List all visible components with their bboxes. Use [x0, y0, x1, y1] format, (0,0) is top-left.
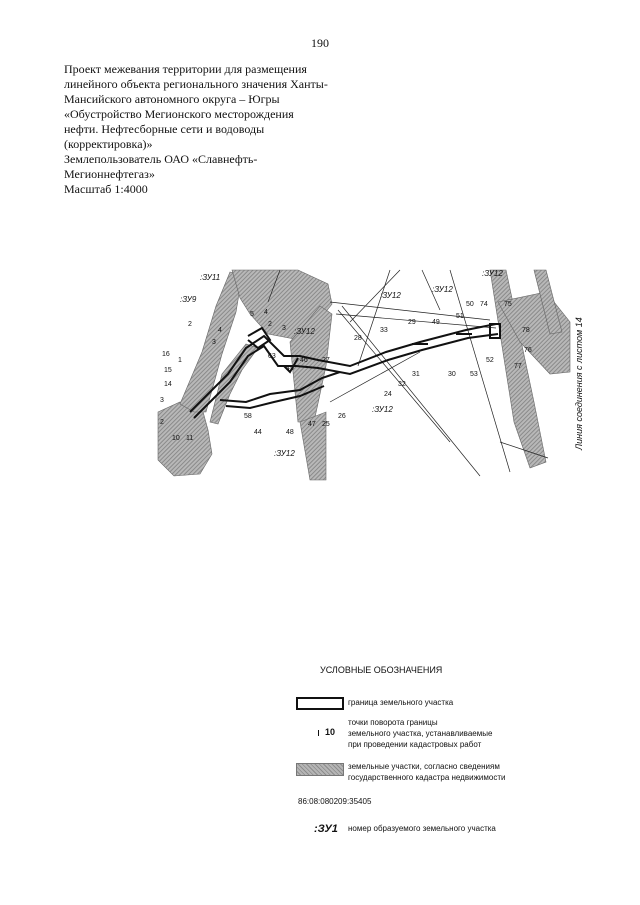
point-symbol — [318, 727, 335, 737]
point-label: 28 — [354, 335, 362, 342]
point-label: 11 — [186, 435, 194, 442]
parcel-text-line: государственного кадастра недвижимости — [348, 773, 506, 782]
point-label: 1 — [178, 357, 182, 364]
point-label: 15 — [164, 367, 172, 374]
point-label: 29 — [408, 319, 416, 326]
title-line: линейного объекта регионального значения Ханты- — [64, 77, 328, 91]
parcel-symbol — [296, 763, 344, 776]
zu-text: номер образуемого земельного участка — [348, 824, 496, 833]
point-label: 50 — [466, 301, 474, 308]
parcel-label: :ЗУ11 — [200, 273, 221, 282]
parcel-label: :ЗУ12 — [432, 285, 453, 294]
title-line: Землепользователь ОАО «Славнефть- — [64, 152, 258, 166]
point-label: 24 — [384, 391, 392, 398]
parcel-label: :ЗУ9 — [180, 295, 197, 304]
point-text-line: точки поворота границы — [348, 718, 438, 727]
parcel-label: :ЗУ12 — [274, 449, 295, 458]
parcel-label: :ЗУ12 — [294, 327, 315, 336]
title-line: Мегионнефтегаз» — [64, 167, 155, 181]
point-label: 25 — [322, 421, 330, 428]
point-label: 74 — [480, 301, 488, 308]
point-label: 2 — [160, 419, 164, 426]
parcel-label: :ЗУ12 — [380, 291, 401, 300]
parcel-label: :ЗУ12 — [482, 269, 503, 278]
title-line: «Обустройство Мегионского месторождения — [64, 107, 294, 121]
point-label: 3 — [282, 325, 286, 332]
point-label: 63 — [268, 353, 276, 360]
parcel-label: :ЗУ12 — [372, 405, 393, 414]
point-label: 45 — [286, 365, 294, 372]
point-label: 3 — [160, 397, 164, 404]
point-label: 48 — [286, 429, 294, 436]
point-label: 78 — [522, 327, 530, 334]
point-label: 31 — [412, 371, 420, 378]
title-line: Проект межевания территории для размещения — [64, 62, 307, 76]
title-line: (корректировка)» — [64, 137, 153, 151]
cadastral-number: 86:08:080209:35405 — [298, 797, 372, 806]
point-text — [348, 717, 492, 750]
point-label: 2 — [268, 321, 272, 328]
point-label: 3 — [212, 339, 216, 346]
legend-title: УСЛОВНЫЕ ОБОЗНАЧЕНИЯ — [320, 665, 443, 675]
point-label: 51 — [456, 313, 464, 320]
point-label: 33 — [380, 327, 388, 334]
zu-symbol: :ЗУ1 — [314, 823, 338, 835]
boundary-symbol — [296, 697, 344, 710]
point-text-line: при проведении кадастровых работ — [348, 740, 482, 749]
side-label-text: Линия соединения с листом 14 — [574, 317, 584, 450]
parcel-text — [348, 761, 505, 783]
point-label: 75 — [504, 301, 512, 308]
point-symbol-number: 10 — [325, 727, 336, 737]
point-label: 53 — [470, 371, 478, 378]
point-label: 2 — [188, 321, 192, 328]
point-label: 30 — [448, 371, 456, 378]
boundary-text: граница земельного участка — [348, 698, 454, 707]
point-text-line: земельного участка, устанавливаемые — [348, 729, 493, 738]
title-block — [64, 62, 364, 197]
point-label: 32 — [398, 381, 406, 388]
title-line: Мансийского автономного округа – Югры — [64, 92, 280, 106]
point-label: 76 — [524, 347, 532, 354]
point-label: 14 — [164, 381, 172, 388]
point-label: 10 — [172, 435, 180, 442]
point-label: 16 — [162, 351, 170, 358]
cadastral-map — [150, 262, 590, 484]
parcel-west-block — [158, 402, 212, 476]
point-label: 49 — [432, 319, 440, 326]
point-label: 27 — [322, 357, 330, 364]
point-label: 26 — [338, 413, 346, 420]
point-label: 52 — [486, 357, 494, 364]
point-label: 44 — [254, 429, 262, 436]
point-tick-icon — [318, 730, 319, 736]
page-number: 190 — [311, 36, 329, 50]
point-label: 77 — [514, 363, 522, 370]
point-label: 46 — [300, 357, 308, 364]
point-label: 4 — [218, 327, 222, 334]
point-label: 58 — [244, 413, 252, 420]
title-line: нефти. Нефтесборные сети и водоводы — [64, 122, 265, 136]
point-label: 5 — [250, 311, 254, 318]
side-label — [574, 317, 584, 451]
scale-line: Масштаб 1:4000 — [64, 182, 148, 196]
parcel-text-line: земельные участки, согласно сведениям — [348, 762, 500, 771]
point-label: 47 — [308, 421, 316, 428]
point-label: 4 — [264, 309, 268, 316]
